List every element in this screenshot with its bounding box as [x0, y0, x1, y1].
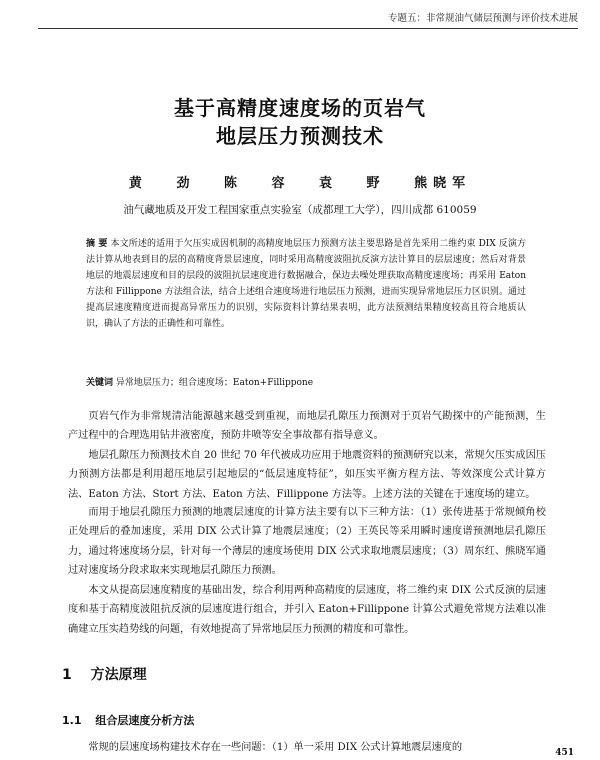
affiliation: 油气藏地质及开发工程国家重点实验室（成都理工大学），四川成都 610059 — [123, 204, 477, 216]
abstract-text: 本文所述的适用于欠压实成因机制的高精度地层压力预测方法主要思路是首先采用二维约束 DIX 反演方法计算从地表到目的层的高精度背景层速度，同时采用高精度波阻抗反演方法计算目的层层速度；然后对背景地层的地震层速度和目的层段的波阻抗层速度进行数据融合，保边去噪处理获取高精度速度场；再采用 Eaton 方法和 Fillippone 方法组合法，结合上述组合速度场进行地层压力预测，进而实现异常地层压力区识别。通过提高层速度精度进而提高异常压力的识别，实际资料计算结果表明，此方法预测结果精度较高且符合地质认识，确认了方法的正确性和可靠性。 — [86, 239, 526, 329]
abstract-label: 摘 要 — [86, 239, 108, 249]
keywords-text: 异常地层压力；组合速度场；Eaton+Fillippone — [115, 378, 314, 388]
abstract — [86, 236, 526, 332]
keywords — [86, 375, 526, 388]
body-paragraph-3: 而用于地层孔隙压力预测的地震层速度的计算方法主要有以下三种方法：（1）张传进基于常规倾角校正处理后的叠加速度，采用 DIX 公式计算了地震层速度；（2）王英民等采用瞬时速度谱预测地层孔隙压力，通过将速度场分层，针对每一个薄层的速度场使用 DIX 公式求取地震层速度；（3）周东红、熊晓军通过对速度场分段求取来实现地层孔隙压力预测。 — [68, 507, 546, 577]
header-rule — [38, 28, 578, 29]
section-number: 1 — [62, 667, 72, 683]
body-paragraph-2: 地层孔隙压力预测技术自 20 世纪 70 年代被成功应用于地震资料的预测研究以来，常规欠压实成因压力预测方法都是利用超压地层引起地层的“低层速度特征”，如压实平衡方程方法、等效深度公式计算方法、Eaton 方法、Stort 方法、Eaton 方法、Fillippone 方法等。上述方法的关键在于速度场的建立。 — [68, 450, 546, 500]
body-paragraph-4: 本文从提高层速度精度的基础出发，综合利用两种高精度的层速度，将二维约束 DIX 公式反演的层速度和基于高精度波阻抗反演的层速度进行组合，并引入 Eaton+Fillippone 计算公式避免常规方法难以准确建立压实趋势线的问题，有效地提高了异常地层压力预测的精度和可靠性。 — [68, 585, 546, 635]
author-list: 黄 劲 陈 容 袁 野 熊晓军 — [128, 176, 472, 191]
keywords-label: 关键词 — [86, 378, 114, 388]
page-number: 451 — [555, 748, 574, 758]
body-paragraph-5: 常规的层速度场构建技术存在一些问题：（1）单一采用 DIX 公式计算地震层速度的 — [88, 742, 463, 753]
subsection-number: 1.1 — [62, 714, 82, 727]
subsection-title: 组合层速度分析方法 — [95, 714, 195, 727]
section-title: 方法原理 — [90, 667, 147, 683]
paper-title-line2: 地层压力预测技术 — [216, 124, 384, 148]
running-header: 专题五：非常规油气储层预测与评价技术进展 — [387, 13, 578, 24]
subsection-heading-1-1 — [62, 712, 194, 728]
paper-title-line1: 基于高精度速度场的页岩气 — [174, 96, 426, 120]
section-heading-1 — [62, 664, 147, 684]
body-paragraph-1: 页岩气作为非常规清洁能源越来越受到重视，而地层孔隙压力预测对于页岩气勘探中的产能预测，生产过程中的合理选用钻井液密度，预防井喷等安全事故都有指导意义。 — [68, 411, 546, 442]
